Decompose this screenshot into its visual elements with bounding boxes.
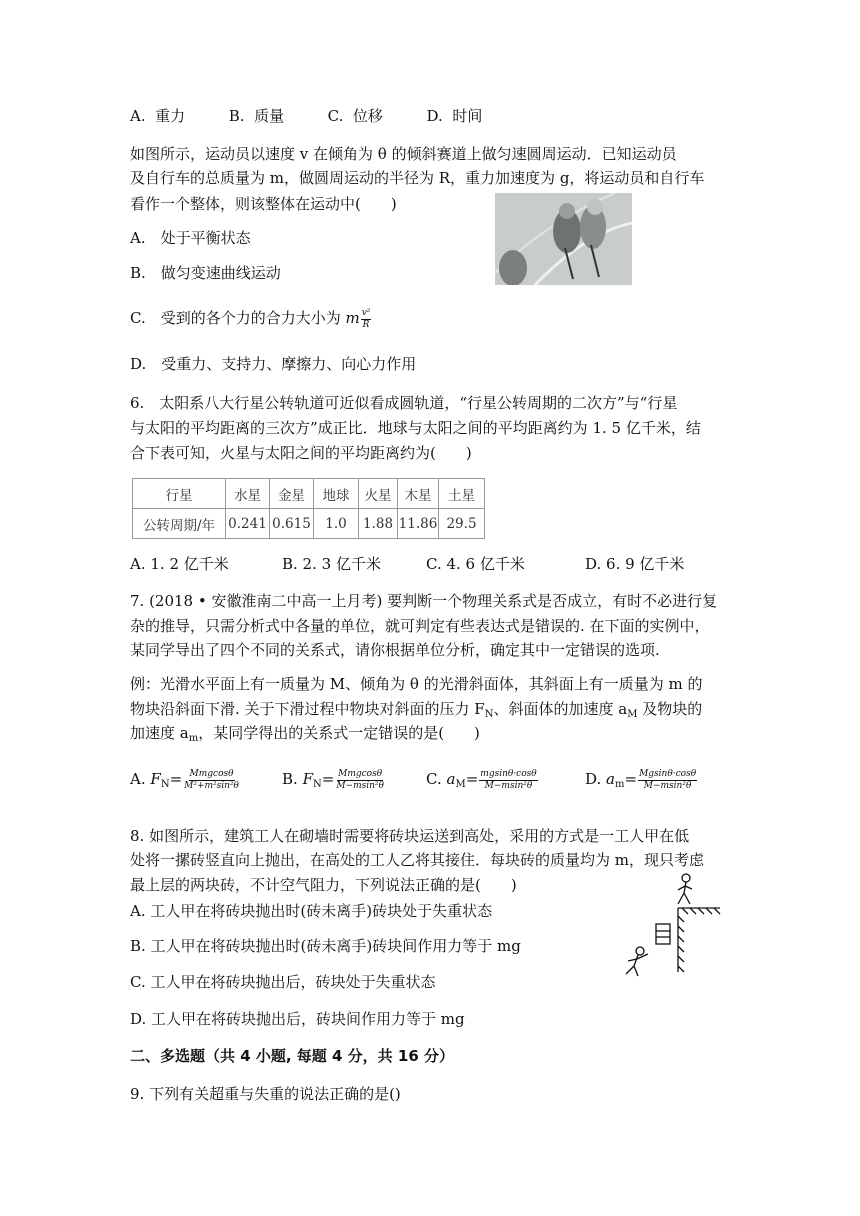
q5-option-b: B. 做匀变速曲线运动	[130, 264, 281, 282]
q7-option-c: C. $a_M=$ $\frac{mgsin\theta\cdot\cos\theta}{\text{M−msin²θ}}$	[426, 768, 537, 791]
q7-line6: 加速度 $a_m$，某同学得出的关系式一定错误的是( )	[130, 724, 480, 744]
q9-line1: 9. 下列有关超重与失重的说法正确的是()	[130, 1085, 401, 1103]
q6-line2: 与太阳的平均距离的三次方”成正比．地球与太阳之间的平均距离约为 1. 5 亿千米，结	[130, 419, 701, 437]
brick-toss-figure	[612, 860, 722, 980]
section-heading: 二、多选题（共 4 小题, 每题 4 分，共 16 分）	[130, 1047, 455, 1065]
q8-option-b: B. 工人甲在将砖块抛出时(砖未离手)砖块间作用力等于 mg	[130, 937, 521, 955]
table-cell: 0.615	[270, 509, 314, 539]
q5-line3: 看作一个整体，则该整体在运动中( )	[130, 195, 397, 213]
table-cell: 0.241	[226, 509, 270, 539]
table-cell: 木星	[398, 479, 439, 509]
table-cell: 29.5	[439, 509, 485, 539]
cyclists-photo	[495, 193, 632, 285]
q5-option-c: C. 受到的各个力的合力大小为 m $\frac{\text{v²}}{R}$	[130, 307, 371, 330]
table-cell: 地球	[314, 479, 359, 509]
q8-option-c: C. 工人甲在将砖块抛出后，砖块处于失重状态	[130, 973, 436, 991]
table-cell: 1.0	[314, 509, 359, 539]
q4-options: A. 重力 B. 质量 C. 位移 D. 时间	[130, 107, 483, 125]
table-cell: 水星	[226, 479, 270, 509]
table-cell: 公转周期/年	[133, 509, 226, 539]
q8-option-d: D. 工人甲在将砖块抛出后，砖块间作用力等于 mg	[130, 1010, 465, 1028]
q6-line3: 合下表可知，火星与太阳之间的平均距离约为( )	[130, 444, 472, 462]
table-cell: 土星	[439, 479, 485, 509]
q7-option-b: B. $F_N=$ $\frac{\text{Mmgcosθ}}{\text{M−msin²θ}}$	[282, 768, 384, 791]
q8-line1: 8. 如图所示，建筑工人在砌墙时需要将砖块运送到高处，采用的方式是一工人甲在低	[130, 827, 690, 845]
table-cell: 11.86	[398, 509, 439, 539]
table-cell: 1.88	[359, 509, 398, 539]
q6-line1: 6. 太阳系八大行星公转轨道可近似看成圆轨道，“行星公转周期的二次方”与“行星	[130, 394, 678, 412]
q7-line1: 7. (2018 • 安徽淮南二中高一上月考) 要判断一个物理关系式是否成立，有时不必进行复	[130, 592, 718, 610]
table-header-row	[133, 479, 485, 509]
table-cell: 火星	[359, 479, 398, 509]
q5-line2: 及自行车的总质量为 m，做圆周运动的半径为 R，重力加速度为 g，将运动员和自行车	[130, 169, 705, 187]
fraction-v2-over-r: $\frac{\text{v²}}{R}$	[361, 307, 371, 330]
planet-period-table	[132, 478, 485, 539]
q7-line2: 杂的推导，只需分析式中各量的单位，就可判定有些表达式是错误的. 在下面的实例中，	[130, 617, 710, 635]
q5-line1: 如图所示，运动员以速度 v 在倾角为 θ 的倾斜赛道上做匀速圆周运动．已知运动员	[130, 145, 677, 163]
table-cell: 金星	[270, 479, 314, 509]
table-cell: 行星	[133, 479, 226, 509]
table-row	[133, 509, 485, 539]
q7-line4: 例：光滑水平面上有一质量为 M、倾角为 θ 的光滑斜面体，其斜面上有一质量为 m 的	[130, 675, 703, 693]
q7-option-d: D. $a_m=$ $\frac{Mgsin\theta\cdot\cos\theta}{\text{M−msin²θ}}$	[585, 768, 697, 791]
q8-line2: 处将一摞砖竖直向上抛出，在高处的工人乙将其接住．每块砖的质量均为 m，现只考虑	[130, 851, 704, 869]
q8-option-a: A. 工人甲在将砖块抛出时(砖未离手)砖块处于失重状态	[130, 902, 493, 920]
q8-line3: 最上层的两块砖，不计空气阻力，下列说法正确的是( )	[130, 876, 517, 894]
q7-line3: 某同学导出了四个不同的关系式，请你根据单位分析，确定其中一定错误的选项.	[130, 641, 660, 659]
q7-option-a: A. $F_N=$ $\frac{\text{Mmgcosθ}}{\text{M²+m²sin²θ}}$	[130, 768, 239, 791]
q7-line5: 物块沿斜面下滑. 关于下滑过程中物块对斜面的压力 $F_N$、斜面体的加速度 $a_M$ 及物块的	[130, 700, 703, 720]
q5-option-a: A. 处于平衡状态	[130, 229, 251, 247]
q5-option-d: D. 受重力、支持力、摩擦力、向心力作用	[130, 355, 417, 373]
